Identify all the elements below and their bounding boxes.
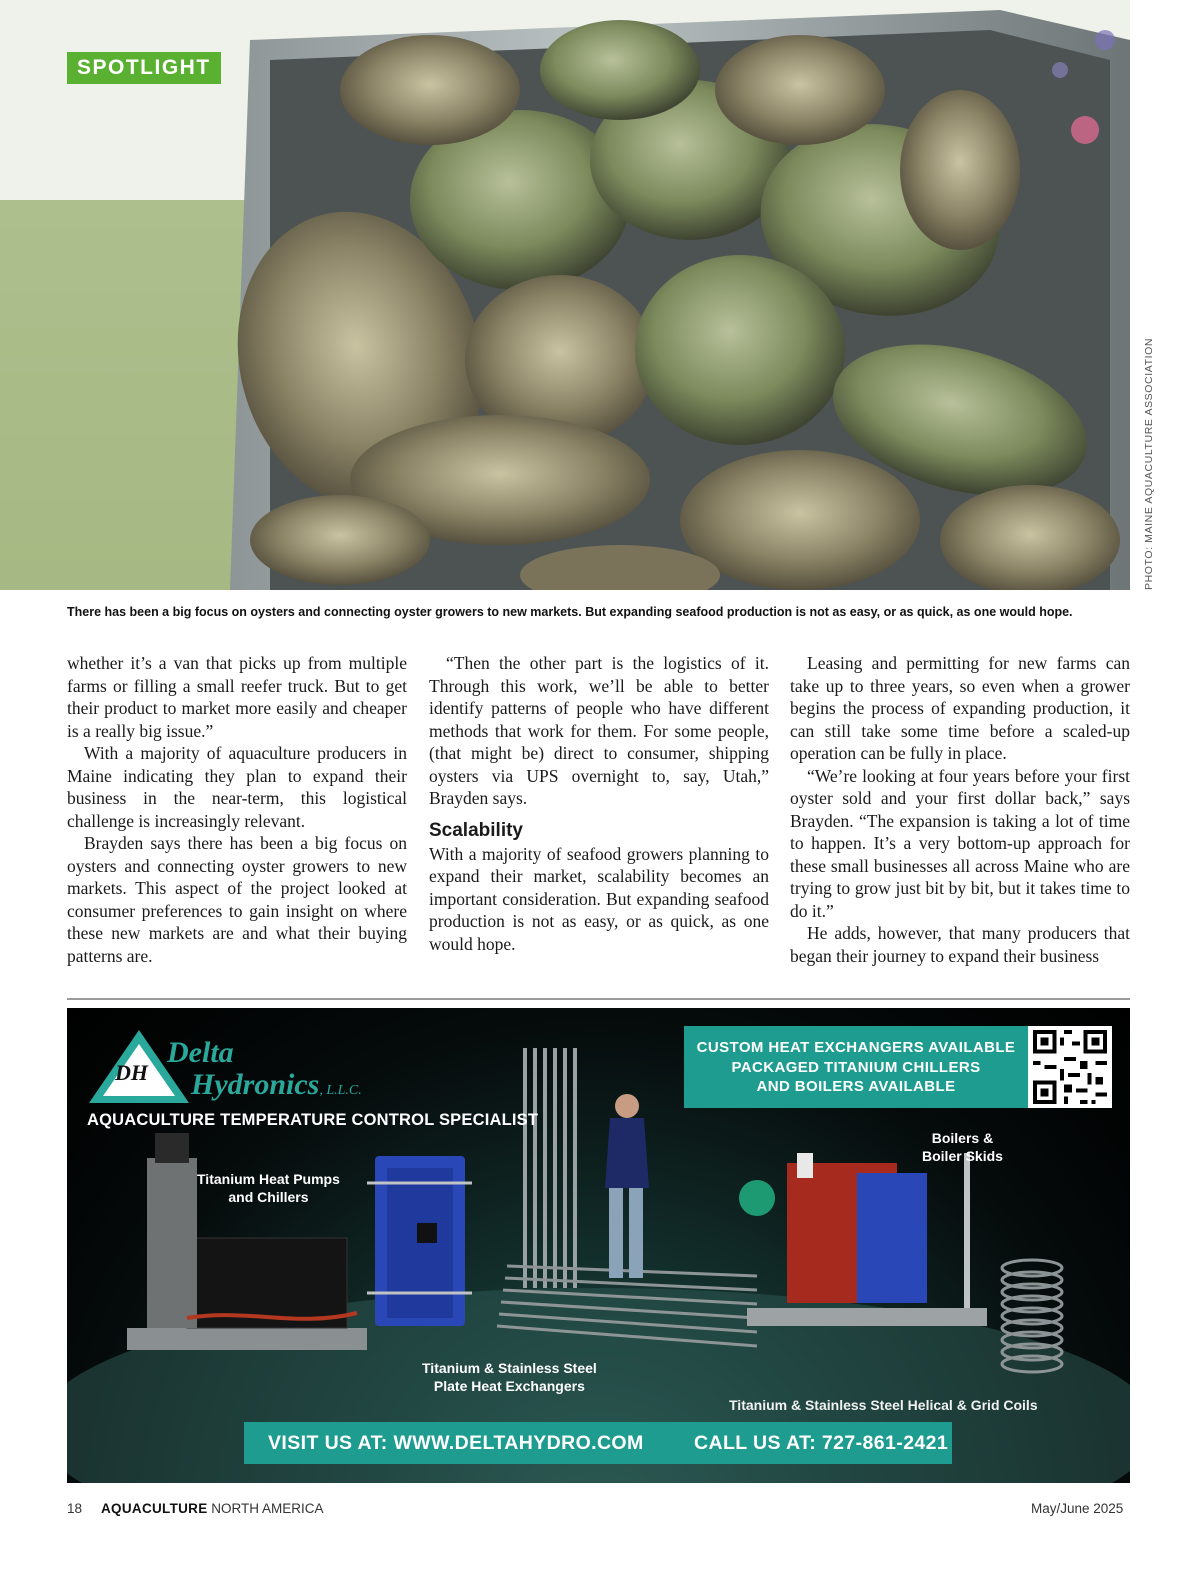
- custom-offer-box: [684, 1026, 1028, 1108]
- label-line: and Chillers: [228, 1189, 309, 1205]
- phone-link[interactable]: CALL US AT: 727-861-2421: [694, 1432, 949, 1454]
- paragraph: Leasing and permitting for new farms can take up to three years, so even when a grower begins the process of expanding production, it can still take some time before a scaled-up operation can be fully in place.: [790, 653, 1130, 763]
- label-line: Titanium & Stainless Steel: [422, 1360, 597, 1376]
- paragraph: “Then the other part is the logistics of it. Through this work, we’ll be able to better identify patterns of people who have different methods that work for them. For some people, (that might be) direct to consumer, shipping oysters via UPS overnight to, say, Utah,” Brayden says.: [429, 653, 769, 808]
- hero-photo: [0, 0, 1130, 590]
- magazine-name-rest: NORTH AMERICA: [207, 1501, 324, 1516]
- photo-caption: There has been a big focus on oysters and connecting oyster growers to new markets. But expanding seafood production is not as easy, or as quick, as one would hope.: [67, 605, 1073, 619]
- subheading: Scalability: [429, 819, 523, 841]
- custom-line: CUSTOM HEAT EXCHANGERS AVAILABLE: [696, 1039, 1016, 1056]
- label-line: Boiler Skids: [922, 1148, 1003, 1164]
- paragraph: He adds, however, that many producers that began their journey to expand their business: [790, 923, 1130, 966]
- paragraph: whether it’s a van that picks up from multiple farms or filling a small reefer truck. But to get their product to market more easily and cheaper is a really big issue.”: [67, 653, 407, 741]
- article-column-2: [429, 652, 769, 955]
- issue-date: May/June 2025: [1031, 1501, 1124, 1516]
- logo-initials: DH: [115, 1060, 148, 1085]
- paragraph: “We’re looking at four years before your first oyster sold and your first dollar back,” says Brayden. “The expansion is taking a lot of time to happen. It’s a very bottom-up approach for these small businesses all across Maine who are trying to grow just bit by bit, but it takes time to do it.”: [790, 765, 1130, 921]
- custom-line: AND BOILERS AVAILABLE: [756, 1078, 956, 1095]
- label-line: Boilers &: [931, 1130, 994, 1146]
- custom-line: PACKAGED TITANIUM CHILLERS: [731, 1058, 981, 1076]
- label-line: Plate Heat Exchangers: [433, 1378, 585, 1394]
- paragraph: With a majority of seafood growers planning to expand their market, scalability becomes an important consideration. But expanding seafood production is not as easy, or as quick, as one would hope.: [429, 843, 769, 954]
- page-number: 18: [67, 1501, 83, 1516]
- company-name-hydronics: Hydronics: [191, 1068, 320, 1101]
- company-suffix: , L.L.C.: [319, 1083, 362, 1098]
- label-boilers: [922, 1129, 1003, 1165]
- ad-tagline: AQUACULTURE TEMPERATURE CONTROL SPECIALIST: [87, 1111, 539, 1129]
- paragraph: Brayden says there has been a big focus on oysters and connecting oyster growers to new markets. This aspect of the project looked at consumer preferences to gain insight on where these new markets are and what their buying patterns are.: [67, 833, 407, 966]
- divider: [67, 998, 1130, 1000]
- label-plate-exchangers: [422, 1359, 597, 1395]
- paragraph: With a majority of aquaculture producers in Maine indicating they plan to expand their business in the near-term, this logistical challenge is increasingly relevant.: [67, 743, 407, 831]
- oysters-in-bucket-image: [0, 0, 1130, 590]
- website-link[interactable]: VISIT US AT: WWW.DELTAHYDRO.COM: [268, 1432, 644, 1454]
- article-column-3: [790, 652, 1130, 967]
- photo-credit: PHOTO: MAINE AQUACULTURE ASSOCIATION: [1143, 337, 1155, 590]
- magazine-name: [101, 1501, 324, 1516]
- label-line: Titanium Heat Pumps: [197, 1171, 340, 1187]
- section-label: SPOTLIGHT: [67, 52, 221, 84]
- company-name-line2: [191, 1070, 362, 1106]
- article-column-1: [67, 652, 407, 967]
- qr-code-icon[interactable]: [1028, 1026, 1112, 1108]
- label-heat-pumps: [197, 1170, 340, 1206]
- magazine-name-bold: AQUACULTURE: [101, 1501, 208, 1516]
- label-coils: Titanium & Stainless Steel Helical & Grid Coils: [729, 1397, 1038, 1413]
- company-name: Delta: [167, 1036, 234, 1069]
- contact-banner: [244, 1422, 952, 1464]
- delta-hydronics-ad[interactable]: [67, 1008, 1130, 1483]
